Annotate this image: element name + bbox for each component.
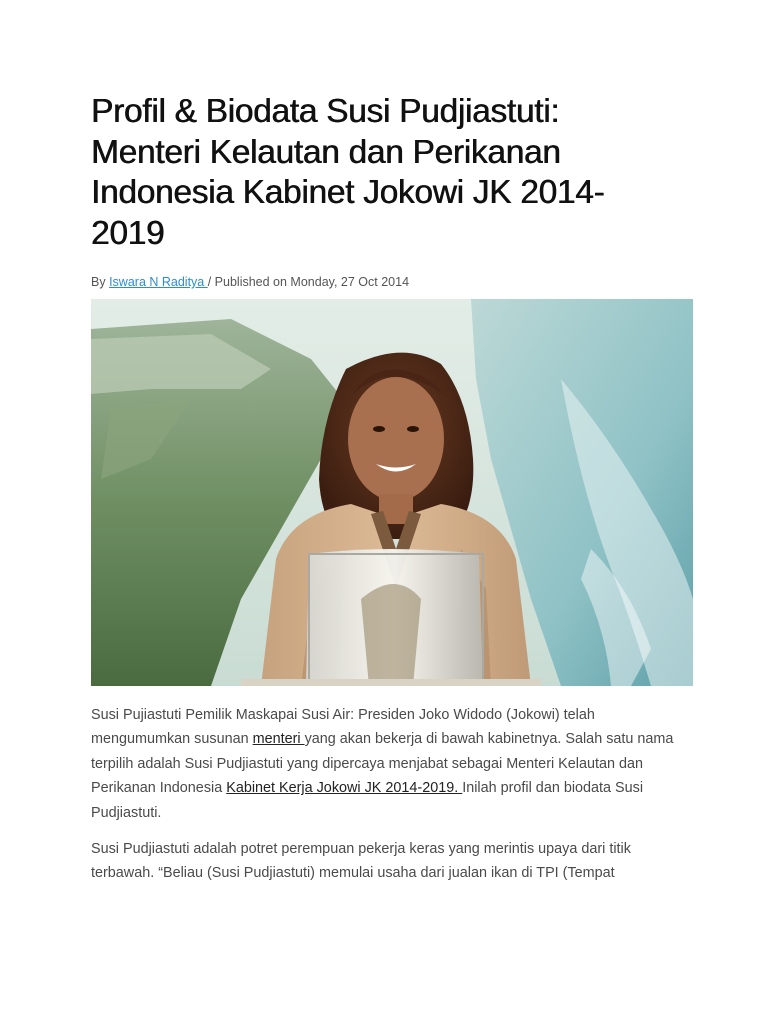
intro-paragraph xyxy=(91,703,695,825)
article xyxy=(91,92,695,886)
title-line: Menteri Kelautan dan Perikanan xyxy=(91,133,561,171)
intro-text: yang akan bekerja di bawah kabinetnya. Salah satu nama terpilih adalah Susi Pudjiastuti yang dipercaya menjabat sebagai Menteri Kelautan dan Perikanan Indonesia xyxy=(91,731,674,797)
intro-text: Susi Pujiastuti Pemilik Maskapai Susi Air: Presiden Joko Widodo (Jokowi) telah mengumumkan susunan xyxy=(91,707,595,748)
published-date: / Published on Monday, 27 Oct 2014 xyxy=(207,275,410,289)
author-link[interactable]: Iswara N Raditya xyxy=(109,275,208,289)
title-line: Profil & Biodata Susi Pudjiastuti: xyxy=(91,93,560,130)
byline xyxy=(91,274,695,290)
hero-photo xyxy=(91,299,693,686)
intro-text: Inilah profil dan biodata Susi Pudjiastuti. xyxy=(91,780,644,821)
body-paragraph xyxy=(91,837,695,886)
title-line: 2019 xyxy=(91,214,165,252)
link-menteri[interactable]: menteri xyxy=(252,731,305,748)
link-kabinet-kerja[interactable]: Kabinet Kerja Jokowi JK 2014-2019. xyxy=(226,780,463,797)
byline-prefix: By xyxy=(91,275,106,289)
article-title xyxy=(91,92,695,254)
title-line: Indonesia Kabinet Jokowi JK 2014- xyxy=(91,174,605,211)
body-text: Susi Pudjiastuti adalah potret perempuan pekerja keras yang merintis upaya dari titik terbawah. “Beliau (Susi Pudjiastuti) memulai usaha dari jualan ikan di TPI (Tempat xyxy=(91,841,631,882)
